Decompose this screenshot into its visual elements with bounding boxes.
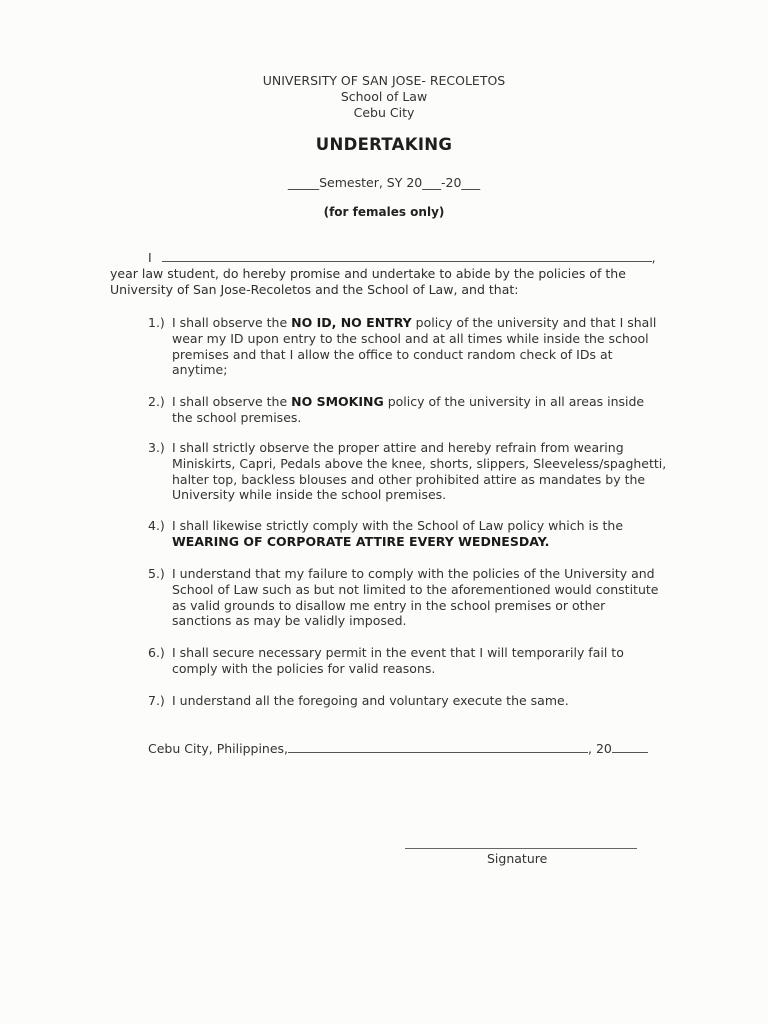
item-number: 1.) xyxy=(148,315,165,330)
name-trailing-comma: , xyxy=(651,250,656,265)
item-number: 3.) xyxy=(148,440,165,455)
item-number: 6.) xyxy=(148,645,165,660)
name-blank xyxy=(162,249,652,262)
signature-label: Signature xyxy=(487,851,548,866)
year-blank xyxy=(612,740,648,753)
eligibility-note: (for females only) xyxy=(323,205,445,219)
item-text: I shall observe the NO ID, NO ENTRY policy of the university and that I shall wear my ID upon entry to the school and at all times while inside the school premises and that I allow the office to conduct random check of IDs at anytime; xyxy=(172,315,657,378)
sy-end-blank: ___ xyxy=(461,175,481,190)
name-line xyxy=(148,249,668,265)
list-item xyxy=(148,315,668,378)
place-label: Cebu City, Philippines, xyxy=(148,741,289,756)
item-text: I shall observe the NO SMOKING policy of the university in all areas inside the school premises. xyxy=(172,394,645,425)
list-item xyxy=(148,693,668,709)
city-name: Cebu City xyxy=(353,105,415,120)
signature-line xyxy=(405,848,637,849)
intro-line-2: University of San Jose-Recoletos and the School of Law, and that: xyxy=(110,282,519,297)
intro-line-1: year law student, do hereby promise and undertake to abide by the policies of the xyxy=(110,266,626,281)
item-number: 5.) xyxy=(148,566,165,581)
sy-dash: -20 xyxy=(440,175,462,190)
school-name: School of Law xyxy=(340,89,428,104)
list-item xyxy=(148,645,668,677)
university-name: UNIVERSITY OF SAN JOSE- RECOLETOS xyxy=(262,73,506,88)
pronoun-i: I xyxy=(148,250,152,265)
semester-prefix-blank: _____ xyxy=(287,175,320,190)
list-item xyxy=(148,440,668,503)
item-text: I shall likewise strictly comply with the School of Law policy which is the WEARING OF CORPORATE ATTIRE EVERY WEDNESDAY. xyxy=(172,518,624,549)
list-item xyxy=(148,518,668,550)
sy-start-blank: ___ xyxy=(422,175,441,190)
item-text: I shall strictly observe the proper attire and hereby refrain from wearing Miniskirts, Capri, Pedals above the knee, shorts, slippers, Sleeveless/spaghetti, halter top, backless blouses and other prohibited attire as mandates by the University while inside the school premises. xyxy=(172,440,667,503)
item-number: 2.) xyxy=(148,394,165,409)
item-text: I understand all the foregoing and voluntary execute the same. xyxy=(172,693,569,708)
list-item xyxy=(148,566,668,629)
item-number: 7.) xyxy=(148,693,165,708)
year-prefix: , 20 xyxy=(588,741,612,756)
item-number: 4.) xyxy=(148,518,165,533)
place-date-line xyxy=(148,740,668,756)
semester-label: Semester, SY 20 xyxy=(319,175,423,190)
date-blank xyxy=(288,740,588,753)
list-item xyxy=(148,394,668,426)
document-title: UNDERTAKING xyxy=(315,135,453,154)
semester-line xyxy=(0,175,768,190)
item-text: I understand that my failure to comply with the policies of the University and School of Law such as but not limited to the aforementioned would constitute as valid grounds to disallow me entry in the school premises or other sanctions as may be validly imposed. xyxy=(172,566,659,629)
item-text: I shall secure necessary permit in the event that I will temporarily fail to comply with the policies for valid reasons. xyxy=(172,645,624,676)
